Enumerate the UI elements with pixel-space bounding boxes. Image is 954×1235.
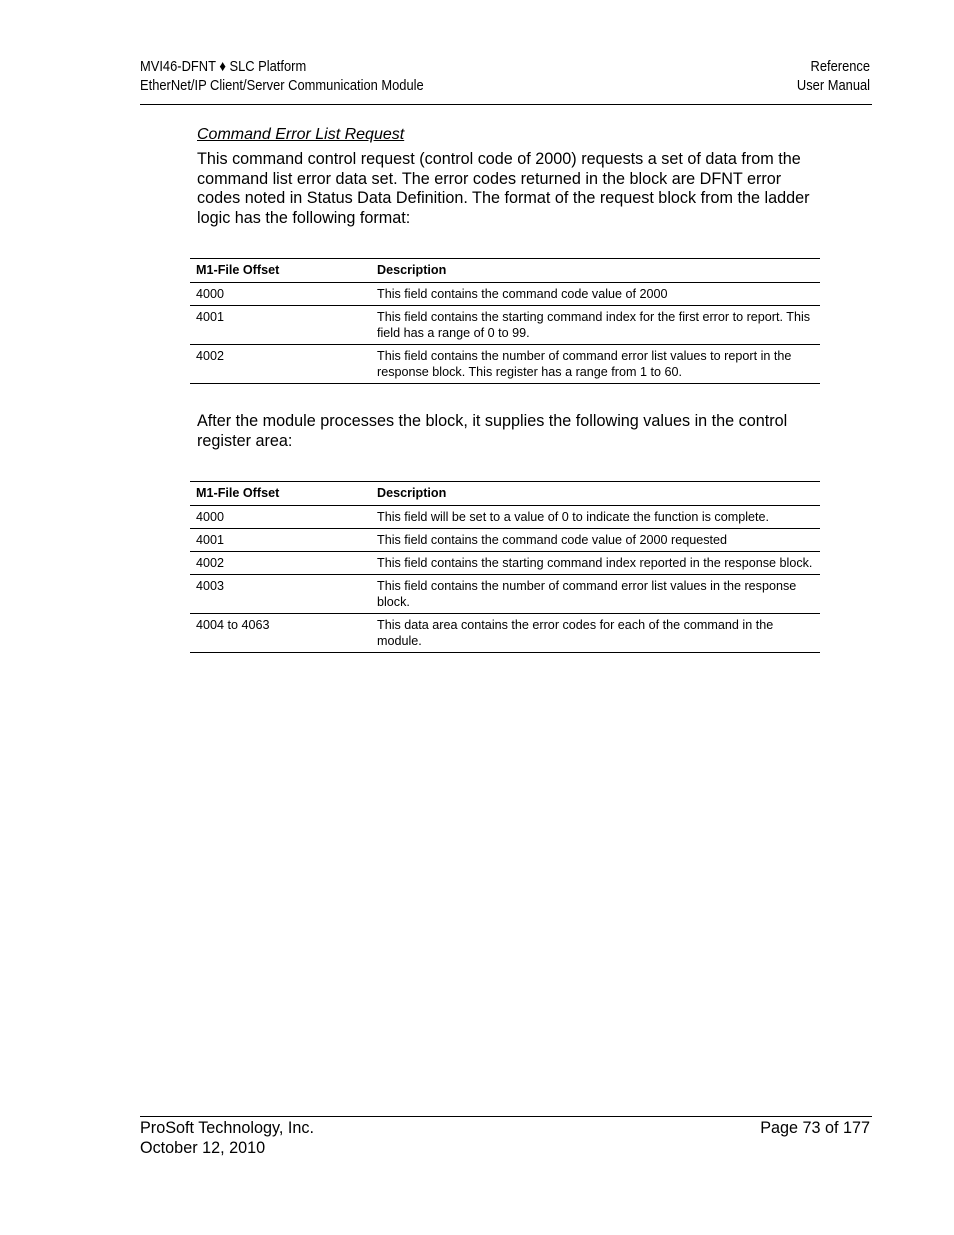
table-header-row — [190, 259, 820, 283]
offset-cell: 4002 — [190, 345, 371, 384]
column-header-description: Description — [371, 259, 820, 283]
offset-cell: 4001 — [190, 306, 371, 345]
description-cell: This field contains the starting command index for the first error to report. This field has a range of 0 to 99. — [371, 306, 820, 345]
header-divider — [140, 104, 872, 105]
page-number: Page 73 of 177 — [760, 1119, 870, 1137]
table-row — [190, 529, 820, 552]
response-paragraph: After the module processes the block, it supplies the following values in the control register area: — [197, 412, 788, 450]
footer-company: ProSoft Technology, Inc. — [140, 1119, 314, 1137]
offset-cell: 4000 — [190, 283, 371, 306]
offset-cell: 4000 — [190, 506, 371, 529]
column-header-offset: M1-File Offset — [190, 482, 371, 506]
description-cell: This field contains the command code value of 2000 requested — [371, 529, 820, 552]
offset-cell: 4001 — [190, 529, 371, 552]
table-row — [190, 614, 820, 653]
table-header-row — [190, 482, 820, 506]
offset-cell: 4003 — [190, 575, 371, 614]
running-footer-left — [140, 1119, 314, 1158]
description-cell: This field will be set to a value of 0 to indicate the function is complete. — [371, 506, 820, 529]
running-footer-right — [760, 1119, 870, 1139]
description-cell: This field contains the starting command index reported in the response block. — [371, 552, 820, 575]
header-product-title: MVI46-DFNT ♦ SLC Platform — [140, 58, 307, 75]
running-header-right — [785, 57, 870, 95]
table-row — [190, 506, 820, 529]
response-block-table — [190, 481, 820, 653]
footer-divider — [140, 1116, 872, 1117]
header-section-name: Reference — [810, 58, 870, 75]
column-header-offset: M1-File Offset — [190, 259, 371, 283]
description-cell: This field contains the command code value of 2000 — [371, 283, 820, 306]
running-header-left — [140, 57, 470, 95]
header-document-type: User Manual — [796, 77, 870, 94]
footer-date: October 12, 2010 — [140, 1138, 266, 1157]
table-row — [190, 575, 820, 614]
table-row — [190, 306, 820, 345]
table-row — [190, 283, 820, 306]
header-module-title: EtherNet/IP Client/Server Communication Module — [140, 77, 424, 94]
section-title: Command Error List Request — [197, 126, 405, 143]
description-cell: This field contains the number of command error list values to report in the response block. This register has a range from 1 to 60. — [371, 345, 820, 384]
intro-paragraph: This command control request (control code of 2000) requests a set of data from the command list error data set. The error codes returned in the block are DFNT error codes noted in Status Data Definition. The format of the request block from the ladder logic has the following format: — [197, 150, 810, 227]
column-header-description: Description — [371, 482, 820, 506]
offset-cell: 4002 — [190, 552, 371, 575]
table-row — [190, 552, 820, 575]
request-block-table — [190, 258, 820, 384]
offset-cell: 4004 to 4063 — [190, 614, 371, 653]
table-row — [190, 345, 820, 384]
description-cell: This data area contains the error codes for each of the command in the module. — [371, 614, 820, 653]
description-cell: This field contains the number of command error list values in the response block. — [371, 575, 820, 614]
